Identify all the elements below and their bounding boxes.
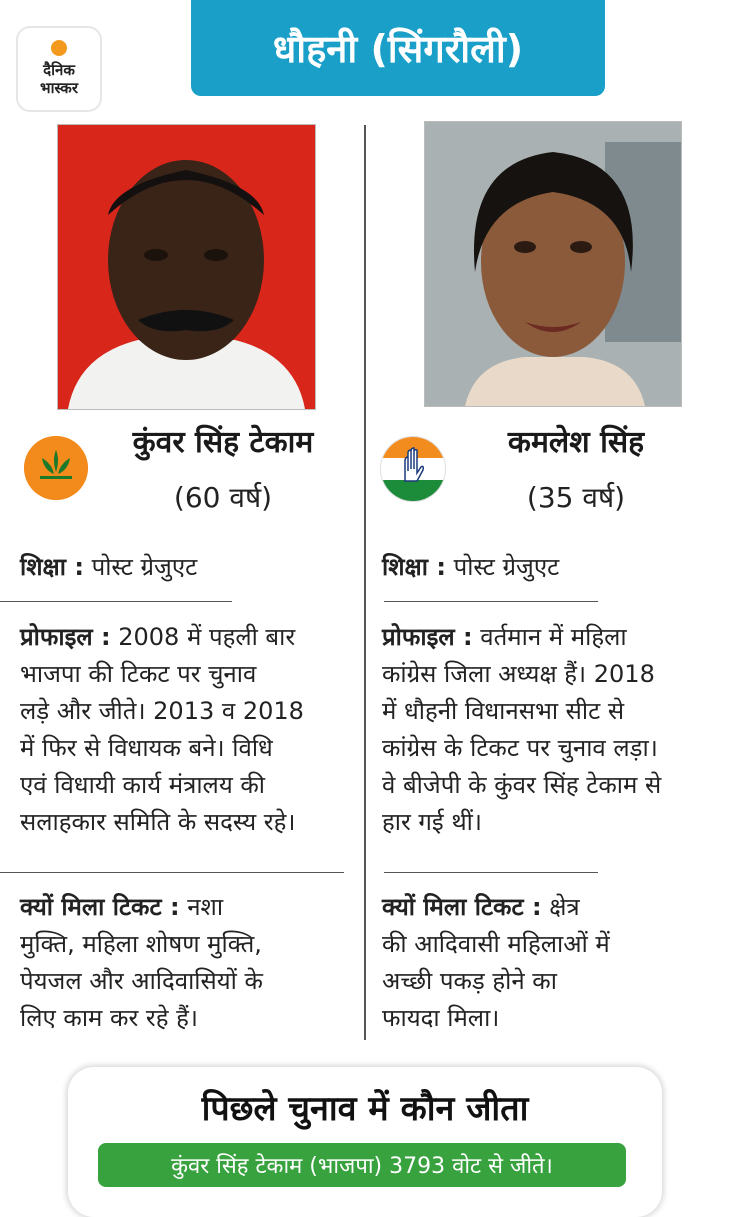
candidate-1-reason: [20, 889, 360, 1037]
reason-line: लिए काम कर रहे हैं।: [20, 1004, 198, 1032]
reason-line: क्षेत्र: [549, 893, 580, 921]
profile-line: एवं विधायी कार्य मंत्रालय की: [20, 771, 266, 799]
profile-line: सलाहकार समिति के सदस्य रहे।: [20, 808, 296, 836]
logo-line1: दैनिक: [43, 61, 75, 79]
candidate-2-education: [382, 549, 559, 586]
reason-line: नशा: [187, 893, 224, 921]
reason-line: अच्छी पकड़ होने का: [382, 967, 557, 995]
rule: [0, 872, 344, 873]
profile-line: लड़े और जीते। 2013 व 2018: [20, 697, 304, 725]
education-value: पोस्ट ग्रेजुएट: [91, 553, 198, 581]
candidate-1-age: (60 वर्ष): [173, 481, 273, 514]
reason-label: क्यों मिला टिकट :: [20, 893, 180, 921]
reason-line: मुक्ति, महिला शोषण मुक्ति,: [20, 930, 262, 958]
profile-line: 2008 में पहली बार: [118, 623, 296, 651]
candidate-1-profile: [20, 619, 360, 841]
profile-line: कांग्रेस के टिकट पर चुनाव लड़ा।: [382, 734, 658, 762]
profile-label: प्रोफाइल :: [20, 623, 111, 651]
profile-line: कांग्रेस जिला अध्यक्ष हैं। 2018: [382, 660, 655, 688]
candidate-2-profile: [382, 619, 722, 841]
dainik-bhaskar-logo: [18, 28, 100, 110]
column-divider: [364, 125, 366, 1040]
congress-hand-icon: [380, 436, 446, 502]
reason-line: फायदा मिला।: [382, 1004, 500, 1032]
candidate-2-age: (35 वर्ष): [526, 481, 626, 514]
candidate-1-name: कुंवर सिंह टेकाम: [132, 425, 314, 460]
result-banner: कुंवर सिंह टेकाम (भाजपा) 3793 वोट से जीते।: [98, 1143, 626, 1187]
candidate-1-education: [20, 549, 197, 586]
result-title: पिछले चुनाव में कौन जीता: [201, 1089, 529, 1129]
education-value: पोस्ट ग्रेजुएट: [453, 553, 560, 581]
reason-line: पेयजल और आदिवासियों के: [20, 967, 263, 995]
profile-line: भाजपा की टिकट पर चुनाव: [20, 660, 257, 688]
candidate-2-name: कमलेश सिंह: [507, 425, 645, 460]
candidate-photo-2: [424, 121, 682, 407]
logo-line2: भास्कर: [40, 79, 78, 97]
education-label: शिक्षा :: [382, 553, 446, 581]
bjp-lotus-icon: [24, 436, 88, 500]
reason-label: क्यों मिला टिकट :: [382, 893, 542, 921]
candidate-2-reason: [382, 889, 722, 1037]
candidate-photo-1: [57, 124, 316, 410]
profile-line: में धौहनी विधानसभा सीट से: [382, 697, 625, 725]
profile-label: प्रोफाइल :: [382, 623, 473, 651]
profile-line: हार गई थीं।: [382, 808, 482, 836]
profile-line: में फिर से विधायक बने। विधि: [20, 734, 273, 762]
profile-line: वे बीजेपी के कुंवर सिंह टेकाम से: [382, 771, 662, 799]
sun-icon: [51, 40, 67, 56]
page-title: धौहनी (सिंगरौली): [191, 0, 605, 96]
rule: [0, 601, 232, 602]
rule: [384, 872, 598, 873]
rule: [384, 601, 598, 602]
reason-line: की आदिवासी महिलाओं में: [382, 930, 610, 958]
profile-line: वर्तमान में महिला: [480, 623, 627, 651]
education-label: शिक्षा :: [20, 553, 84, 581]
